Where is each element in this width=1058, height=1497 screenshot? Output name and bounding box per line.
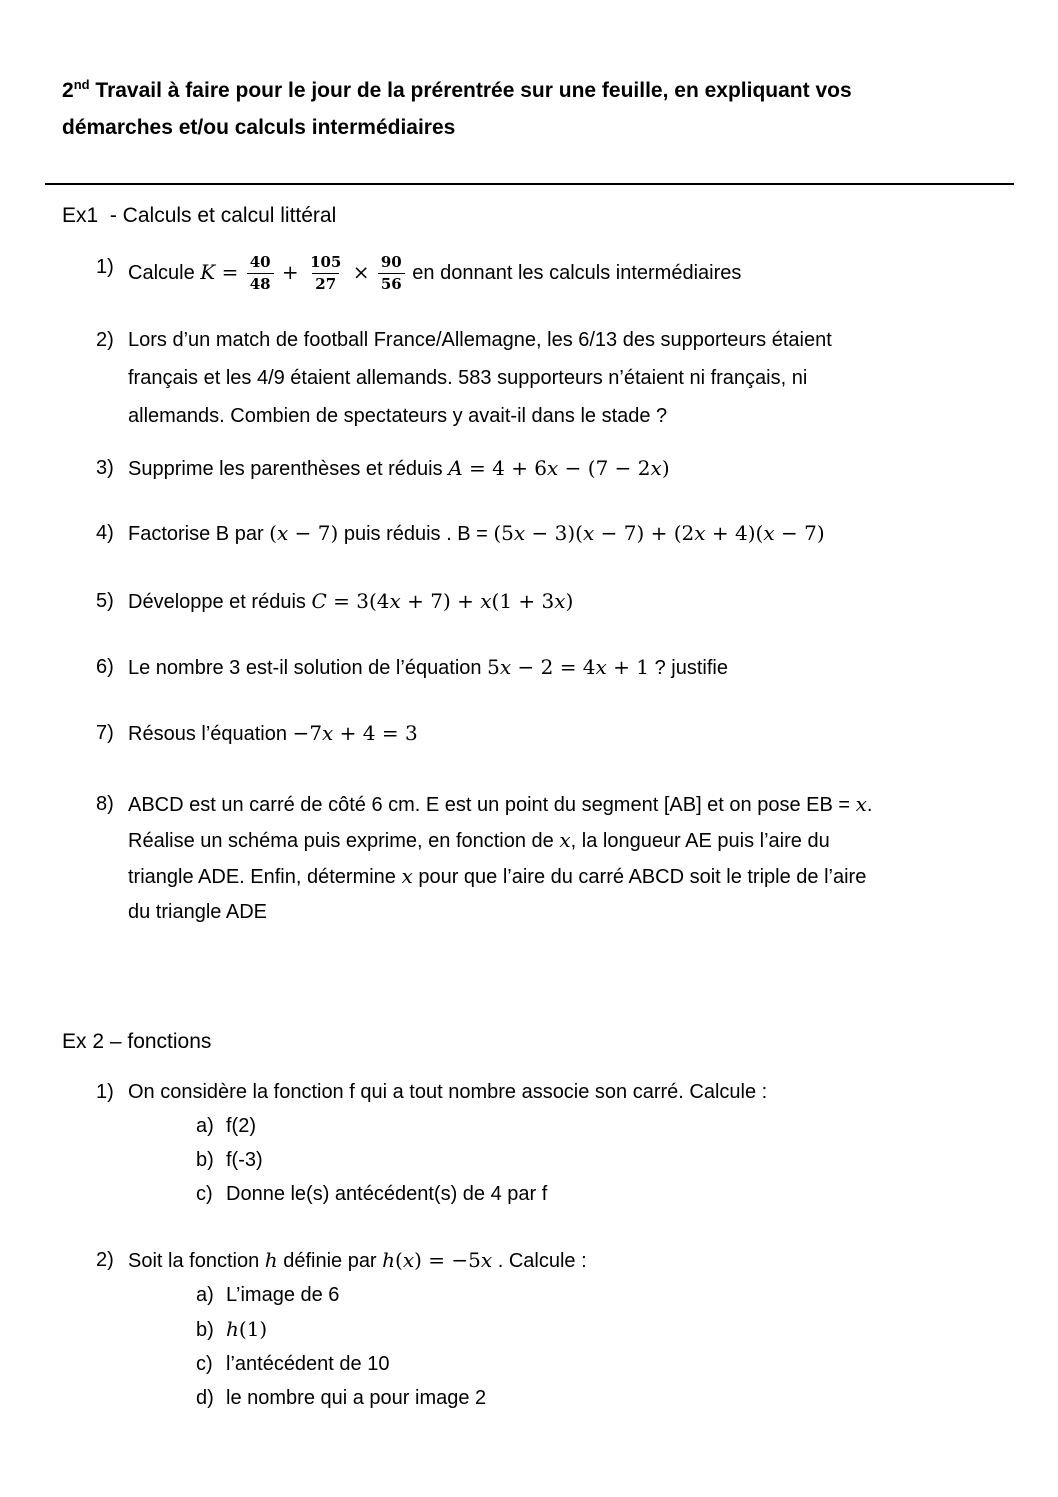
- item-number: 1): [96, 1081, 114, 1103]
- math-run: (: [395, 1248, 403, 1272]
- text-run: Calcule: [128, 261, 201, 284]
- text-run: , la longueur AE puis l’aire du: [570, 830, 830, 852]
- sub-item-text: f(2): [226, 1115, 256, 1137]
- math-run: + 4)(: [705, 521, 764, 545]
- math-run: x: [694, 521, 706, 545]
- math-run: x: [513, 521, 526, 545]
- math-run: − 7): [774, 521, 825, 545]
- ex1-item-3: [62, 453, 1010, 484]
- math-run: x: [650, 456, 662, 480]
- ex1-item-7: [62, 718, 1010, 749]
- item-number: 5): [96, 590, 114, 612]
- text-run: allemands. Combien de spectateurs y avait-il dans le stade ?: [128, 405, 668, 427]
- math-run: x: [322, 721, 334, 745]
- title-line2: démarches et/ou calculs intermédiaires: [62, 116, 456, 139]
- math-run: h: [226, 1317, 239, 1341]
- item-number: 2): [96, 329, 114, 351]
- ex2-item-2-sub-a: [196, 1278, 1010, 1312]
- fraction-denominator: 27: [312, 273, 339, 295]
- item-text: [128, 787, 1010, 930]
- text-run: Supprime les parenthèses et réduis: [128, 458, 449, 480]
- item-number: 6): [96, 656, 114, 678]
- math-run: ): [565, 589, 574, 613]
- text-run: Développe et réduis: [128, 591, 312, 613]
- math-run: A: [448, 456, 463, 480]
- ex2-item-1-sub-b: [196, 1143, 1010, 1177]
- math-run: x: [402, 1248, 415, 1272]
- math-run: x: [499, 655, 512, 679]
- text-run: . Calcule :: [492, 1250, 587, 1272]
- ex2-item-2-sub-b: [196, 1312, 1010, 1347]
- text-run: ? justifie: [649, 657, 728, 679]
- fraction-numerator: 105: [310, 253, 342, 271]
- item-number: 2): [96, 1249, 114, 1271]
- math-run: K: [200, 259, 216, 284]
- text-run: Réalise un schéma puis exprime, en fonction de: [128, 830, 560, 852]
- math-run: + 1: [606, 655, 650, 679]
- item-text: [128, 1243, 1010, 1415]
- math-run: (: [269, 521, 277, 545]
- math-run: (1 + 3: [491, 589, 555, 613]
- item-number: 7): [96, 722, 114, 744]
- math-run: x: [855, 792, 867, 816]
- text-run: du triangle ADE: [128, 901, 267, 923]
- item-text: [128, 518, 1010, 549]
- math-run: − 3)(: [525, 521, 583, 545]
- math-run: −7: [292, 721, 323, 745]
- math-run: + 4 = 3: [333, 721, 418, 745]
- item-number: 1): [96, 256, 114, 278]
- math-run: x: [480, 1248, 493, 1272]
- ex2-item-2-sub-c: [196, 1347, 1010, 1381]
- math-run: ): [661, 456, 670, 480]
- ex1-item-2: [62, 321, 1010, 435]
- math-run: 5: [487, 655, 500, 679]
- math-run: x: [547, 456, 559, 480]
- text-run: ABCD est un carré de côté 6 cm. E est un point du segment [AB] et on pose EB =: [128, 794, 856, 816]
- sub-item-text: l’antécédent de 10: [226, 1353, 390, 1375]
- sub-item-letter: a): [196, 1284, 214, 1306]
- ex2-item-1-sub-a: [196, 1109, 1010, 1143]
- title-number: 2: [62, 79, 74, 102]
- text-run: pour que l’aire du carré ABCD soit le triple de l’aire: [412, 866, 867, 888]
- item-number: 4): [96, 522, 114, 544]
- fraction-numerator: 90: [380, 253, 402, 271]
- item-number: 8): [96, 793, 114, 815]
- text-run: triangle ADE. Enfin, détermine: [128, 866, 402, 888]
- math-run: (5: [493, 521, 514, 545]
- sub-item-letter: c): [196, 1183, 213, 1205]
- item-text: [128, 586, 1010, 617]
- sub-item-letter: b): [196, 1319, 214, 1341]
- math-run: x: [480, 589, 492, 613]
- ex2-item-1-sub-c: [196, 1177, 1010, 1211]
- math-run: x: [276, 521, 289, 545]
- text-run: .: [866, 794, 873, 816]
- title-line1: Travail à faire pour le jour de la prérentrée sur une feuille, en expliquant vos: [89, 79, 852, 102]
- sub-item-letter: a): [196, 1115, 214, 1137]
- sub-item-text: f(-3): [226, 1149, 263, 1171]
- math-run: x: [582, 521, 595, 545]
- ex1-item-5: [62, 586, 1010, 617]
- math-run: h: [382, 1248, 396, 1272]
- sub-item-letter: c): [196, 1353, 213, 1375]
- math-run: (1): [238, 1317, 268, 1341]
- text-run: On considère la fonction f qui a tout nombre associe son carré. Calcule :: [128, 1081, 768, 1103]
- math-run: x: [554, 589, 566, 613]
- sub-item-letter: b): [196, 1149, 214, 1171]
- fraction-denominator: 48: [247, 273, 274, 295]
- math-run: x: [763, 521, 775, 545]
- ex1-item-4: [62, 518, 1010, 549]
- text-run: définie par: [277, 1250, 383, 1272]
- text-run: Le nombre 3 est-il solution de l’équation: [128, 657, 488, 679]
- fraction: [307, 252, 344, 295]
- item-text: [128, 321, 1010, 435]
- math-run: = 3(4: [326, 589, 390, 613]
- math-run: − 7) + (2: [594, 521, 695, 545]
- text-run: français et les 4/9 étaient allemands. 583 supporteurs n’étaient ni français, ni: [128, 367, 808, 389]
- text-run: Lors d’un match de football France/Allemagne, les 6/13 des supporteurs étaient: [128, 329, 832, 351]
- math-run: − 2 = 4: [511, 655, 596, 679]
- sub-item-text: L’image de 6: [226, 1284, 340, 1306]
- item-text: [128, 453, 1010, 484]
- math-run: h: [264, 1248, 278, 1272]
- item-text: [128, 1075, 1010, 1211]
- item-number: 3): [96, 457, 114, 479]
- ex1-item-6: [62, 652, 1010, 683]
- sub-item-text: le nombre qui a pour image 2: [226, 1387, 487, 1409]
- math-run: + 7) +: [400, 589, 481, 613]
- ex2-item-2-sub-d: [196, 1381, 1010, 1415]
- text-run: en donnant les calculs intermédiaires: [406, 261, 742, 284]
- fraction: [378, 252, 405, 295]
- fraction-denominator: 56: [378, 273, 405, 295]
- page-title: [62, 66, 1010, 146]
- math-run: − (7 − 2: [558, 456, 651, 480]
- ex1-heading: Ex1 - Calculs et calcul littéral: [62, 204, 337, 227]
- math-run: x: [401, 864, 413, 888]
- math-run: C: [311, 589, 327, 613]
- sub-item-text: Donne le(s) antécédent(s) de 4 par f: [226, 1183, 548, 1205]
- sub-item-letter: d): [196, 1387, 214, 1409]
- item-text: [128, 652, 1010, 683]
- math-run: +: [275, 259, 306, 284]
- math-run: x: [559, 828, 571, 852]
- text-run: Résous l’équation: [128, 723, 293, 745]
- math-run: =: [215, 259, 245, 284]
- math-run: = 4 + 6: [462, 456, 548, 480]
- text-run: puis réduis . B =: [338, 523, 494, 545]
- text-run: Soit la fonction: [128, 1250, 265, 1272]
- item-text: [128, 252, 1010, 295]
- ex2-heading: Ex 2 – fonctions: [62, 1030, 212, 1053]
- title-superscript: nd: [73, 77, 90, 92]
- math-run: − 7): [288, 521, 339, 545]
- ex2-item-2: [62, 1243, 1010, 1415]
- math-run: x: [595, 655, 607, 679]
- fraction: [247, 252, 274, 295]
- text-run: Factorise B par: [128, 523, 270, 545]
- item-text: [128, 718, 1010, 749]
- math-run: ) = −5: [414, 1248, 481, 1272]
- math-run: x: [389, 589, 401, 613]
- ex1-item-8: [62, 787, 1010, 930]
- ex1-item-1: [62, 252, 1010, 295]
- math-run: ×: [346, 259, 376, 284]
- horizontal-divider: [45, 183, 1014, 185]
- ex2-item-1: [62, 1075, 1010, 1211]
- fraction-numerator: 40: [249, 253, 271, 271]
